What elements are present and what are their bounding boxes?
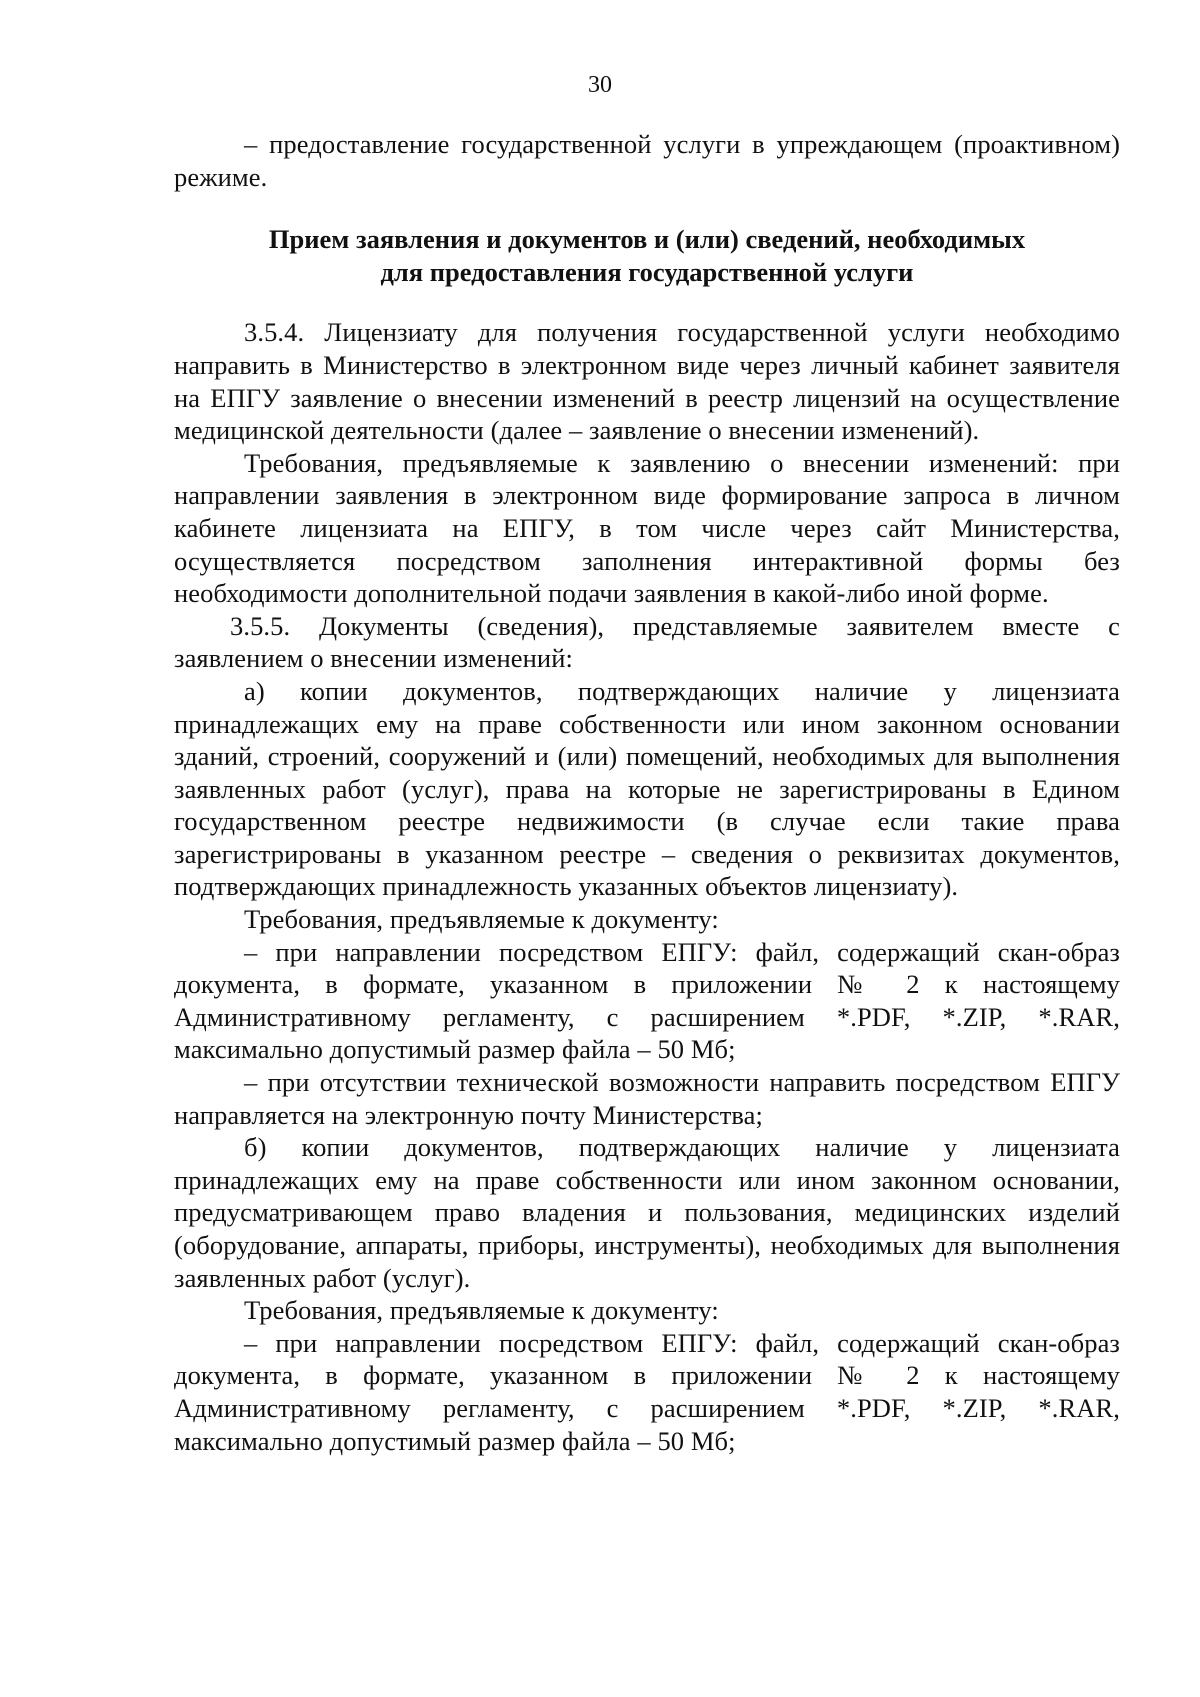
section-heading-line-1: Прием заявления и документов и (или) сведений, необходимых bbox=[268, 224, 1026, 255]
paragraph-epgu-file-a: – при направлении посредством ЕПГУ: файл, содержащий скан-образ документа, в формате, указанном в приложении № 2 к настоящему Административному регламенту, с расширением *.PDF, *.ZIP, *.RAR, максимально допустимый размер файла – 50 Мб; bbox=[174, 936, 1120, 1065]
paragraph-doc-requirements-a: Требования, предъявляемые к документу: bbox=[244, 904, 719, 935]
paragraph-3-5-4: 3.5.4. Лицензиату для получения государственной услуги необходимо направить в Министерство в электронном виде через личный кабинет заявителя на ЕПГУ заявление о внесении изменений в реестр лицензий на осуществление медицинской деятельности (далее – заявление о внесении изменений). bbox=[174, 317, 1120, 446]
paragraph-no-tech-possibility: – при отсутствии технической возможности направить посредством ЕПГУ направляется на электронную почту Министерства; bbox=[174, 1067, 1120, 1130]
page-content bbox=[174, 128, 1120, 1457]
paragraph-item-b: б) копии документов, подтверждающих наличие у лицензиата принадлежащих ему на праве собственности или ином законном основании, предусматривающем право владения и пользования, медицинских изделий (оборудование, аппараты, приборы, инструменты), необходимых для выполнения заявленных работ (услуг). bbox=[174, 1132, 1120, 1293]
paragraph-proactive-mode: – предоставление государственной услуги в упреждающем (проактивном) режиме. bbox=[174, 129, 1120, 192]
paragraph-item-a: а) копии документов, подтверждающих наличие у лицензиата принадлежащих ему на праве собственности или ином законном основании зданий, строений, сооружений и (или) помещений, необходимых для выполнения заявленных работ (услуг), права на которые не зарегистрированы в Едином государственном реестре недвижимости (в случае если такие права зарегистрированы в указанном реестре – сведения о реквизитах документов, подтверждающих принадлежность указанных объектов лицензиату). bbox=[174, 675, 1120, 902]
section-heading bbox=[174, 223, 1120, 288]
paragraph-application-requirements: Требования, предъявляемые к заявлению о внесении изменений: при направлении заявления в электронном виде формирование запроса в личном кабинете лицензиата на ЕПГУ, в том числе через сайт Министерства, осуществляется посредством заполнения интерактивной формы без необходимости дополнительной подачи заявления в какой-либо иной форме. bbox=[174, 447, 1120, 609]
section-heading-line-2: для предоставления государственной услуги bbox=[380, 256, 914, 287]
paragraph-doc-requirements-b: Требования, предъявляемые к документу: bbox=[244, 1295, 719, 1326]
paragraph-3-5-5: 3.5.5. Документы (сведения), представляемые заявителем вместе с заявлением о внесении изменений: bbox=[174, 610, 1120, 674]
page-number: 30 bbox=[588, 72, 612, 98]
paragraph-epgu-file-b: – при направлении посредством ЕПГУ: файл, содержащий скан-образ документа, в формате, указанном в приложении № 2 к настоящему Административному регламенту, с расширением *.PDF, *.ZIP, *.RAR, максимально допустимый размер файла – 50 Мб; bbox=[174, 1327, 1120, 1456]
